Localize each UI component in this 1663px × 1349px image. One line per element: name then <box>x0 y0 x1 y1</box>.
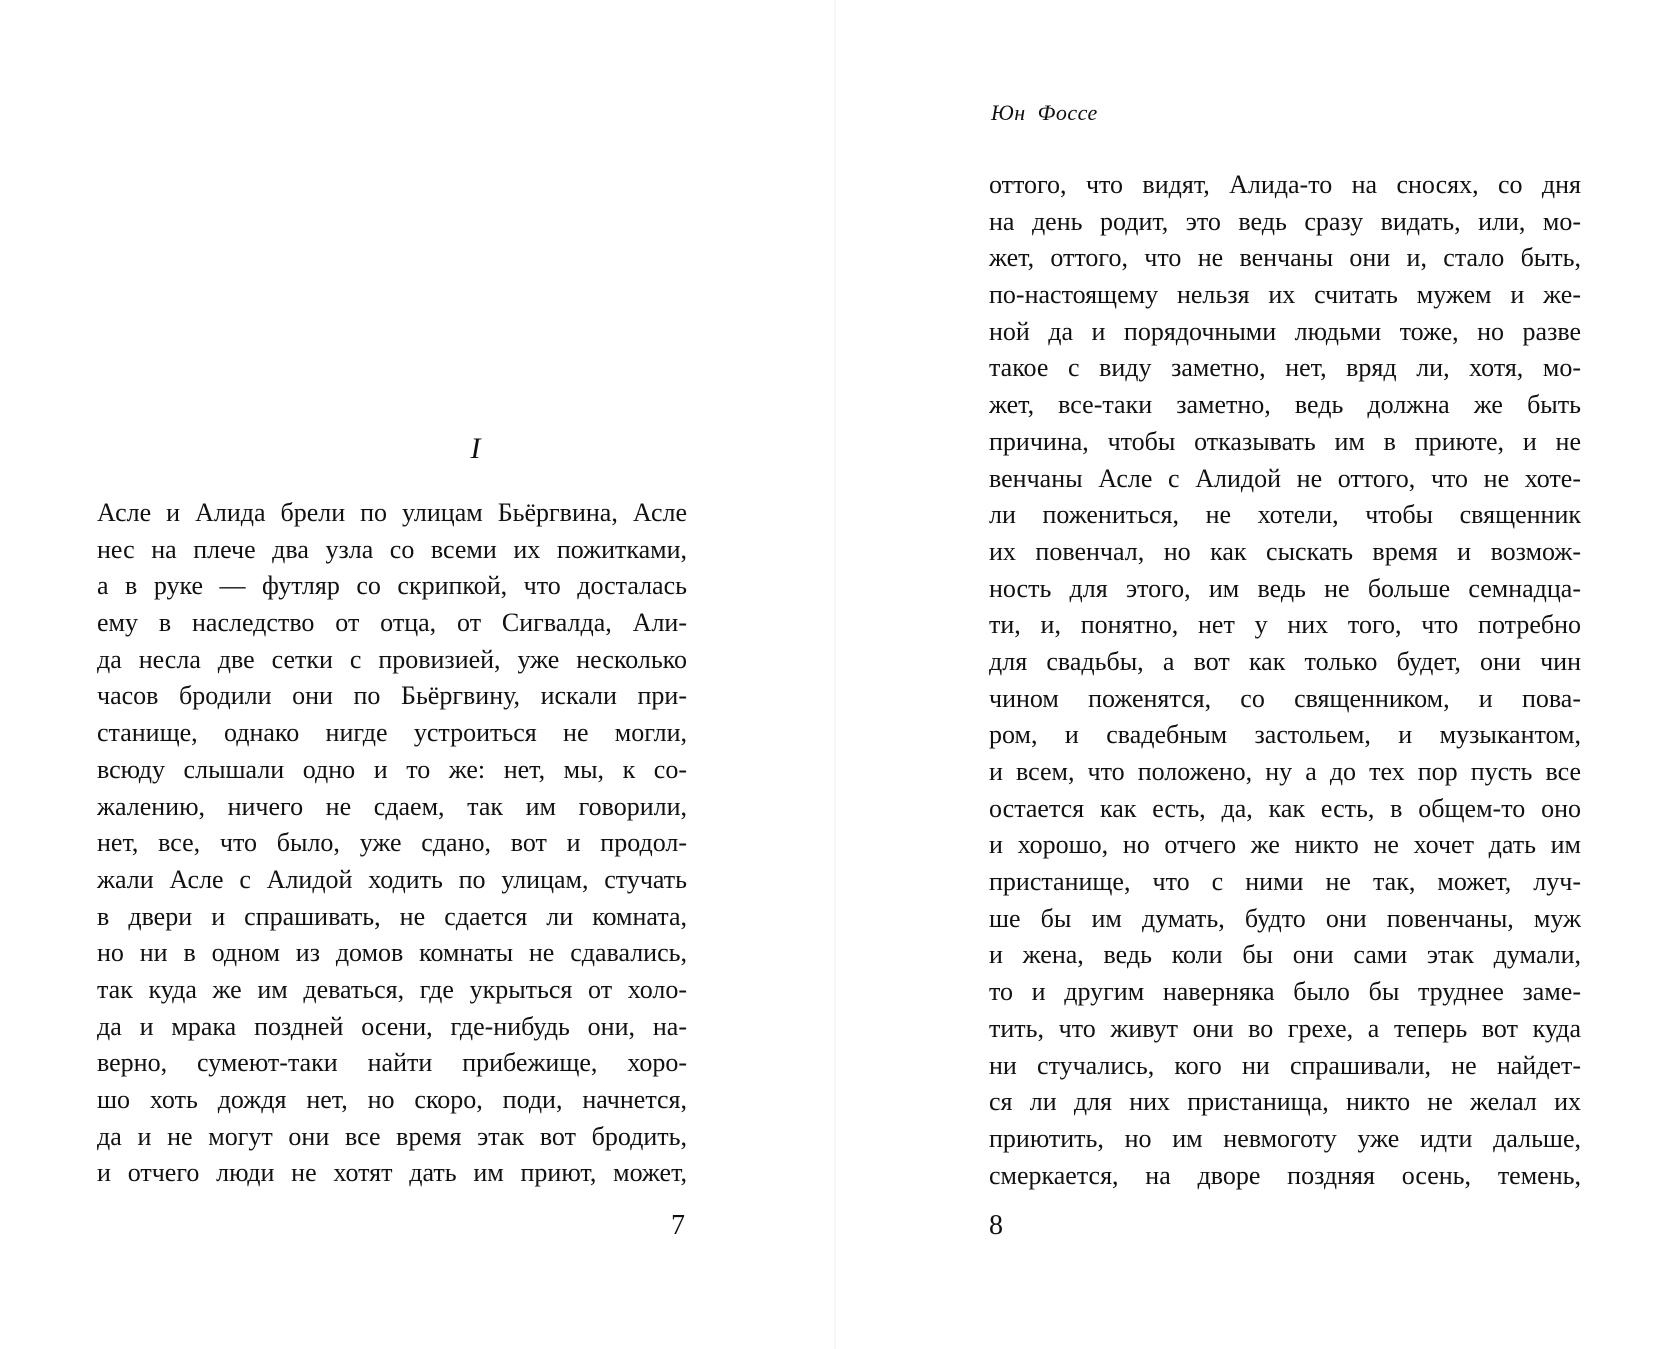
text-line: нес на плече два узла со всеми их пожитками, <box>97 534 687 564</box>
text-line: приютить, но им невмоготу уже идти дальше, <box>989 1123 1581 1153</box>
text-line: жет, все-таки заметно, ведь должна же быть <box>989 390 1581 420</box>
text-line: пристанище, что с ними не так, может, луч- <box>989 867 1581 897</box>
text-line: нет, все, что было, уже сдано, вот и продол- <box>97 828 687 858</box>
chapter-numeral: I <box>470 432 481 465</box>
text-line: ему в наследство от отца, от Сигвалда, Али- <box>97 608 687 638</box>
text-line: в двери и спрашивать, не сдается ли комната, <box>97 901 687 931</box>
text-line: но ни в одном из домов комнаты не сдавались, <box>97 938 687 968</box>
left-body-text <box>97 495 687 1192</box>
text-line: шо хоть дождя нет, но скоро, поди, начнется, <box>97 1085 687 1114</box>
text-line: да и не могут они все время этак вот бродить, <box>97 1121 687 1151</box>
text-line: оттого, что видят, Алида-то на сносях, со дня <box>989 170 1581 199</box>
running-head-author: Юн Фоссе <box>991 100 1098 125</box>
text-line: жалению, ничего не сдаем, так им говорили, <box>97 791 687 821</box>
text-line: их повенчал, но как сыскать время и возмож- <box>989 536 1581 566</box>
text-line: Асле и Алида брели по улицам Бьёргвина, Асле <box>97 498 687 527</box>
right-page <box>836 0 1663 1349</box>
text-line: так куда же им деваться, где укрыться от холо- <box>97 974 687 1004</box>
text-line: ся ли для них пристанища, никто не желал их <box>989 1087 1581 1117</box>
text-line: по-настоящему нельзя их считать мужем и же- <box>989 280 1581 310</box>
text-line: такое с виду заметно, нет, вряд ли, хотя, мо- <box>989 353 1581 383</box>
text-line: жет, оттого, что не венчаны они и, стало быть, <box>989 243 1581 273</box>
text-line: и всем, что положено, ну а до тех пор пусть все <box>989 757 1581 786</box>
text-line: венчаны Асле с Алидой не оттого, что не хоте- <box>989 463 1581 493</box>
text-line: и жена, ведь коли бы они сами этак думали, <box>989 940 1581 970</box>
text-line: ность для этого, им ведь не больше семнадца- <box>989 573 1581 603</box>
text-line: а в руке — футляр со скрипкой, что досталась <box>97 571 687 601</box>
text-line: и хорошо, но отчего же никто не хочет дать им <box>989 830 1581 860</box>
text-line: да несла две сетки с провизией, уже несколько <box>97 644 687 674</box>
text-line: на день родит, это ведь сразу видать, или, мо- <box>989 206 1581 236</box>
page-number: 8 <box>989 1210 1003 1241</box>
right-body-text <box>989 167 1581 1194</box>
text-line: и отчего люди не хотят дать им приют, может, <box>97 1158 687 1188</box>
text-line: часов бродили они по Бьёргвину, искали при- <box>97 681 687 711</box>
text-line: ше бы им думать, будто они повенчаны, муж <box>989 903 1581 933</box>
text-line: смеркается, на дворе поздняя осень, темень, <box>989 1160 1581 1190</box>
text-line: для свадьбы, а вот как только будет, они чин <box>989 646 1581 676</box>
text-line: ни стучались, кого ни спрашивали, не найдет- <box>989 1050 1581 1080</box>
text-line: причина, чтобы отказывать им в приюте, и не <box>989 426 1581 456</box>
text-line: чином поженятся, со священником, и пова- <box>989 683 1581 713</box>
text-line: верно, сумеют-таки найти прибежище, хоро- <box>97 1048 687 1078</box>
text-line: остается как есть, да, как есть, в общем-то оно <box>989 793 1581 823</box>
text-line: жали Асле с Алидой ходить по улицам, стучать <box>97 864 687 894</box>
text-line: тить, что живут они во грехе, а теперь вот куда <box>989 1013 1581 1043</box>
page-number: 7 <box>671 1210 685 1241</box>
text-line: станище, однако нигде устроиться не могли, <box>97 718 687 748</box>
text-line: ли пожениться, не хотели, чтобы священник <box>989 500 1581 530</box>
text-line: то и другим наверняка было бы труднее заме- <box>989 977 1581 1007</box>
text-line: ной да и порядочными людьми тоже, но разве <box>989 316 1581 346</box>
text-line: ти, и, понятно, нет у них того, что потребно <box>989 610 1581 640</box>
text-line: ром, и свадебным застольем, и музыкантом, <box>989 720 1581 750</box>
text-line: всюду слышали одно и то же: нет, мы, к со- <box>97 754 687 784</box>
text-line: да и мрака поздней осени, где-нибудь они, на- <box>97 1011 687 1041</box>
